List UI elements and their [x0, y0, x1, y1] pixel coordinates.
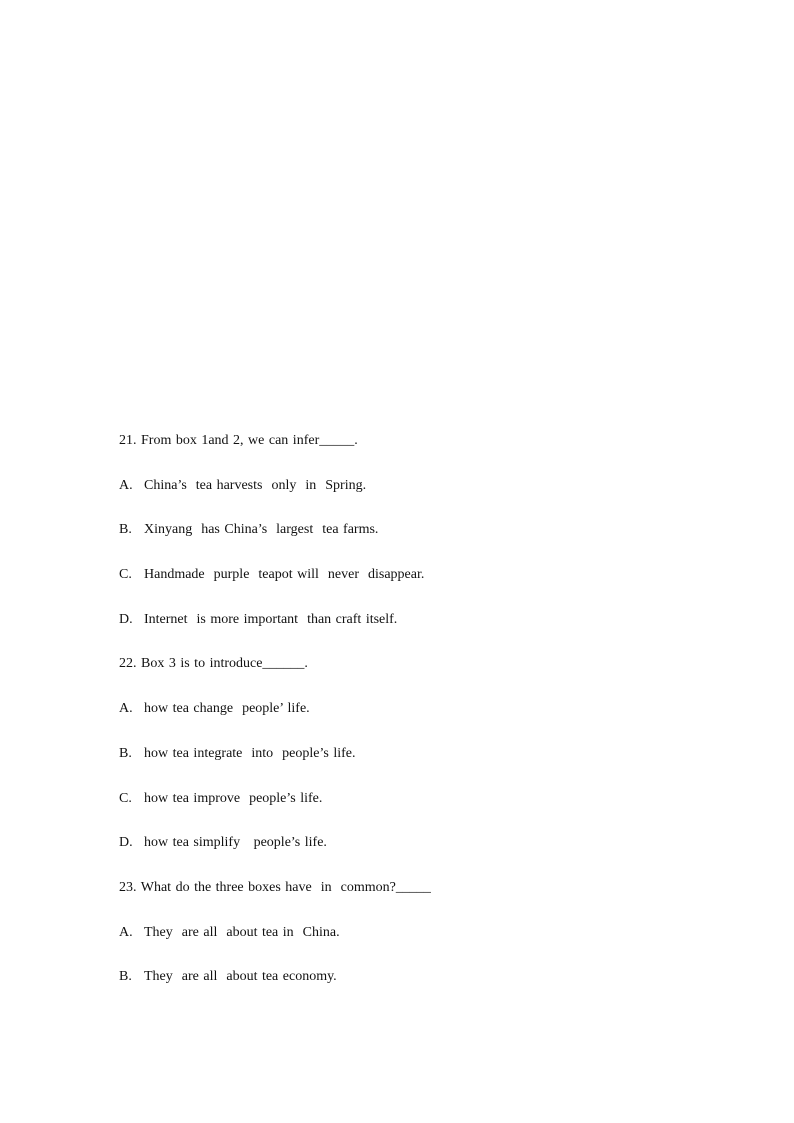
option-letter: A. — [119, 701, 133, 717]
option-letter: D. — [119, 835, 133, 851]
option-text: Xinyang has China’s largest tea farms. — [144, 522, 379, 538]
option-text: They are all about tea economy. — [144, 969, 337, 985]
option-text: China’s tea harvests only in Spring. — [144, 477, 367, 493]
answer-option — [119, 521, 719, 566]
answer-option — [119, 790, 719, 835]
option-letter: A. — [119, 477, 133, 493]
option-letter: A. — [119, 924, 133, 940]
question-stem: 21. From box 1and 2, we can infer_____. — [119, 433, 358, 448]
question-list — [119, 432, 719, 1013]
question-stem: 22. Box 3 is to introduce______. — [119, 656, 308, 672]
option-letter: B. — [119, 969, 132, 985]
answer-option — [119, 700, 719, 745]
option-text: how tea integrate into people’s life. — [144, 745, 356, 761]
question-stem: 23. What do the three boxes have in common?_____ — [119, 879, 431, 895]
option-letter: C. — [119, 790, 132, 806]
answer-option — [119, 924, 719, 969]
option-text: They are all about tea in China. — [144, 924, 340, 940]
answer-option — [119, 477, 719, 522]
answer-option — [119, 611, 719, 656]
answer-option — [119, 566, 719, 611]
option-letter: B. — [119, 745, 132, 761]
answer-option — [119, 745, 719, 790]
option-letter: C. — [119, 567, 132, 583]
option-text: how tea change people’ life. — [144, 701, 310, 717]
option-letter: B. — [119, 522, 132, 538]
option-text: how tea improve people’s life. — [144, 790, 323, 806]
option-text: Internet is more important than craft itself. — [144, 611, 398, 627]
option-letter: D. — [119, 611, 133, 627]
answer-option — [119, 834, 719, 879]
option-text: Handmade purple teapot will never disappear. — [144, 567, 425, 583]
answer-option — [119, 968, 719, 1013]
option-text: how tea simplify people’s life. — [144, 835, 327, 851]
